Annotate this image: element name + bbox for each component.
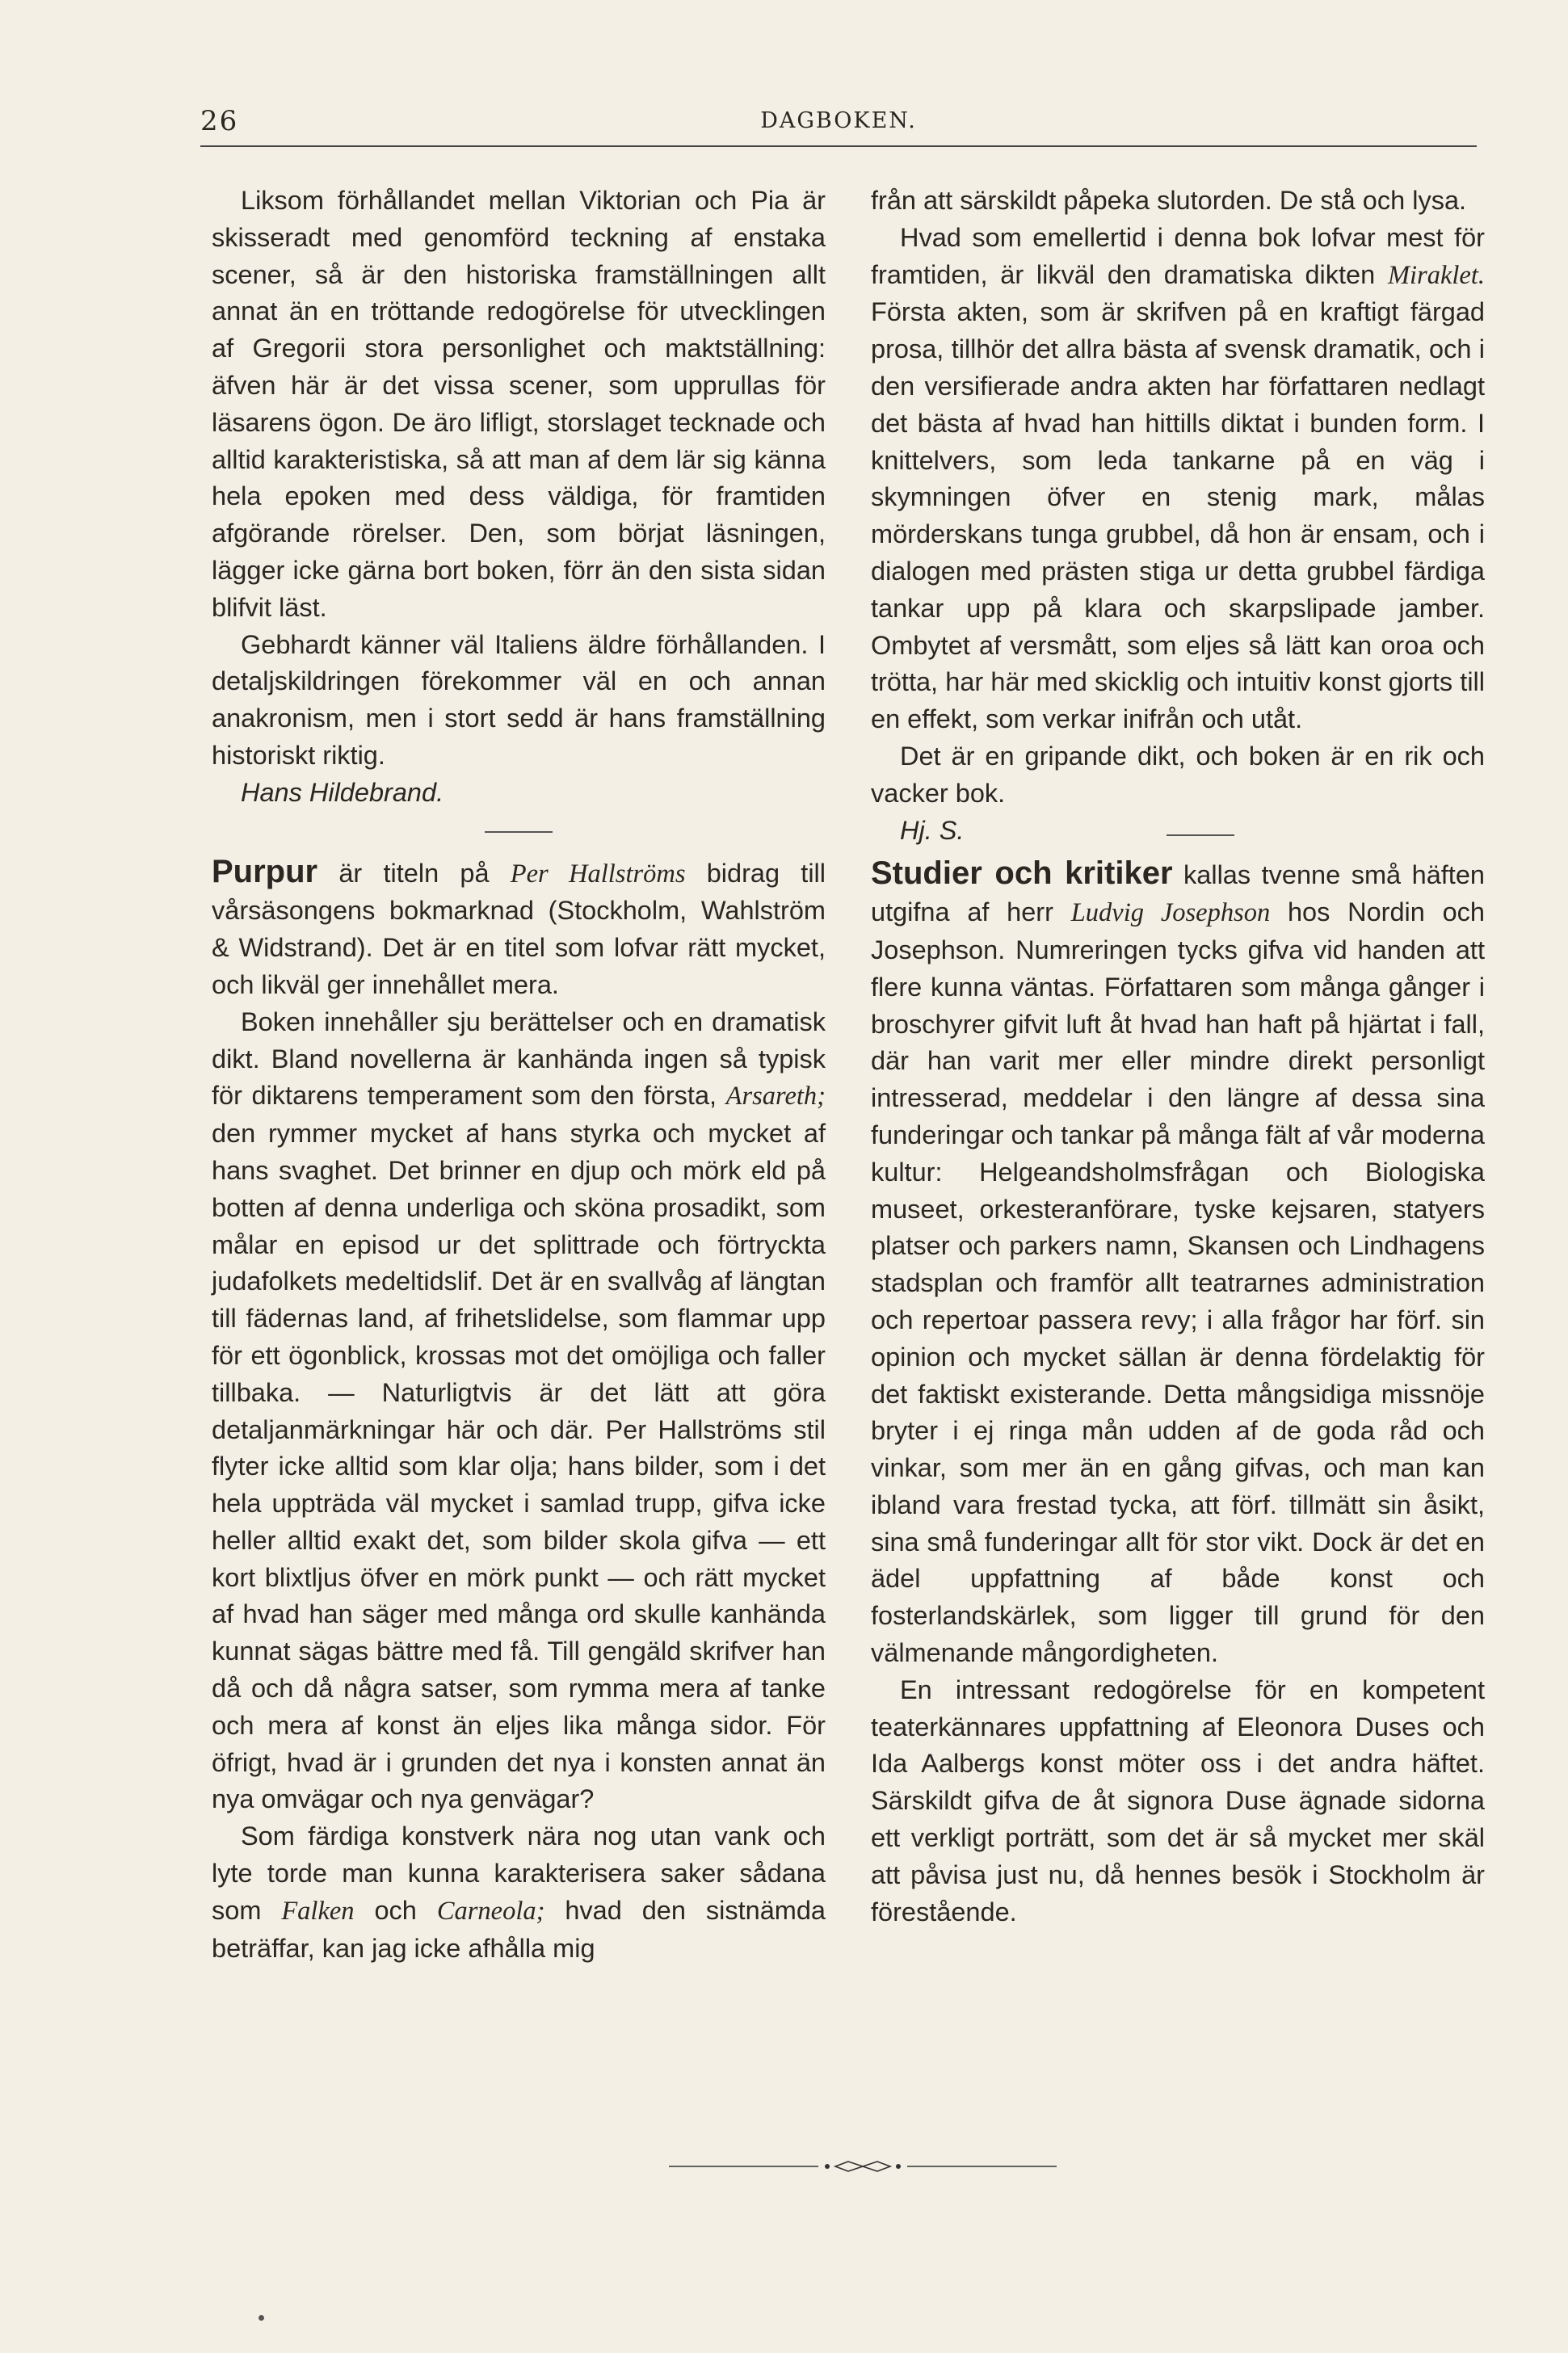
review-keyword: Studier och kritiker [871, 855, 1173, 892]
review-paragraph: från att särskildt påpeka slutorden. De stå och lysa. [871, 186, 1467, 215]
fleuron-rule-ornament-icon [669, 2158, 1057, 2174]
review-paragraph: Studier och kritiker kallas tvenne små häften utgifna af herr Ludvig Josephson hos Nordin och Josephson. Numreringen tycks gifva vid handen att flere kunna väntas. Författaren som många gånger i broschyrer gifvit luft åt hvad han haft på hjärtat i fall, där han varit mer eller mindre direkt personligt intresserad, meddelar i den längre af dessa sina funderingar och tankar på många fält af vår moderna kultur: Helgeandsholmsfrågan och Biologiska museet, orkesteranförare, tyske kejsaren, statyers platser och parkers namn, Skansen och Lindhagens stadsplan och framför allt teatrarnes administration och repertoar passera revy; i alla frågor har förf. sin opinion och mycket sällan är denna fördelaktig för det faktiskt existerande. Detta mångsidiga missnöje bryter i ej ringa mån udden af de goda råd och vinkar, som mer än en gång gifvas, och man kan ibland vara frestad tycka, att förf. tillmätt sin åsikt, sina små funderingar allt för stor vikt. Dock är det en ädel uppfattning af både konst och fosterlandskärlek, som ligger till grund för den välmenande mångordigheten. [871, 855, 1485, 1668]
right-column [871, 183, 1485, 1931]
page-number: 26 [200, 105, 239, 137]
author-name: Ludvig Josephson [1070, 898, 1271, 928]
section-divider [1167, 834, 1234, 836]
work-title: Falken [281, 1896, 355, 1926]
print-speck [259, 2315, 264, 2321]
signature: Hans Hildebrand. [241, 777, 444, 807]
review-paragraph: Som färdiga konstverk nära nog utan vank och lyte torde man kunna karakterisera saker sådana som Falken och Carneola; hvad den sistnämda beträffar, kan jag icke afhålla mig [212, 1821, 826, 1963]
work-title: Carneola; [436, 1896, 545, 1926]
review-paragraph: Liksom förhållandet mellan Viktorian och Pia är skisseradt med genomförd teckning af enstaka scener, så är den historiska framställningen allt annat än en tröttande redogörelse för utvecklingen af Gregorii stora personlighet och maktställning: äfven här är det vissa scener, som upprullas för läsarens ögon. De äro lifligt, storslaget tecknade och alltid karakteristiska, så att man af dem lär sig känna hela epoken med dess väldiga, för framtiden afgörande rörelser. Den, som börjat läsningen, lägger icke gärna bort boken, förr än den sista sidan blifvit läst. [212, 186, 826, 622]
review-keyword: Purpur [212, 853, 318, 889]
signature: Hj. S. [900, 815, 965, 845]
page-header [200, 97, 1477, 145]
review-paragraph: Hvad som emellertid i denna bok lofvar mest för framtiden, är likväl den dramatiska dikten Miraklet. Första akten, som är skrifven på en kraftigt färgad prosa, tillhör det allra bästa af svensk dramatik, och i den versifierade andra akten har författaren nedlagt det bästa af hvad han hittills diktat i bunden form. I knittelvers, som leda tankarne på en väg i skymningen öfver en stenig mark, målas mörderskans tunga grubbel, då hon är ensam, och i dialogen med prästen stiga ur detta grubbel färdiga tankar upp på klara och skarpslipade jamber. Ombytet af versmått, som eljes så lätt kan oroa och trötta, har här med skicklig och intuitiv konst gjorts till en effekt, som verkar inifrån och utåt. [871, 222, 1485, 734]
work-title: Miraklet. [1387, 260, 1485, 290]
left-column [212, 183, 826, 1967]
review-paragraph: Purpur är titeln på Per Hallströms bidrag till vårsäsongens bokmarknad (Stockholm, Wahlström & Widstrand). Det är en titel som lofvar rätt mycket, och likväl ger innehållet mera. [212, 853, 826, 999]
review-paragraph: Boken innehåller sju berättelser och en dramatisk dikt. Bland novellerna är kanhända ingen så typisk för diktarens temperament som den första, Arsareth; den rymmer mycket af hans styrka och mycket af hans svaghet. Det brinner en djup och mörk eld på botten af denna underliga och sköna prosadikt, som målar en episod ur det splittrade och förtryckta judafolkets medeltidslif. Det är en svallvåg af längtan till fädernas land, af frihetslidelse, som flammar upp för ett ögonblick, krossas mot det omöjliga och faller tillbaka. — Naturligtvis är det lätt att göra detaljanmärkningar här och där. Per Hallströms stil flyter icke alltid som klar olja; hans bilder, som i det hela uppträda väl mycket i samlad trupp, gifva icke heller alltid exakt det, som bilder skola gifva — ett kort blixtljus öfver en mörk punkt — och rätt mycket af hvad han säger med många ord skulle kanhända kunnat sägas bättre med få. Till gengäld skrifver han då och då några satser, som rymma mera af tanke och mera af konst än eljes lika många sidor. För öfrigt, hvad är i grunden det nya i konsten annat än nya omvägar och nya genvägar? [212, 1006, 826, 1814]
review-paragraph: Det är en gripande dikt, och boken är en rik och vacker bok. [871, 741, 1485, 808]
author-name: Per Hallströms [510, 859, 686, 889]
section-divider [485, 831, 553, 833]
running-title: DAGBOKEN. [760, 108, 917, 133]
header-rule [200, 145, 1477, 147]
review-paragraph: En intressant redogörelse för en kompetent teaterkännares uppfattning af Eleonora Duses och Ida Aalbergs konst möter oss i det andra häftet. Särskildt gifva de åt signora Duse ägnade sidorna ett verkligt porträtt, som det är så mycket mer skäl att påvisa just nu, då hennes besök i Stockholm är förestående. [871, 1674, 1485, 1927]
review-paragraph: Gebhardt känner väl Italiens äldre förhållanden. I detaljskildringen förekommer väl en och annan anakronism, men i stort sedd är hans framställning historiskt riktig. [212, 629, 826, 770]
work-title: Arsareth; [725, 1082, 826, 1111]
